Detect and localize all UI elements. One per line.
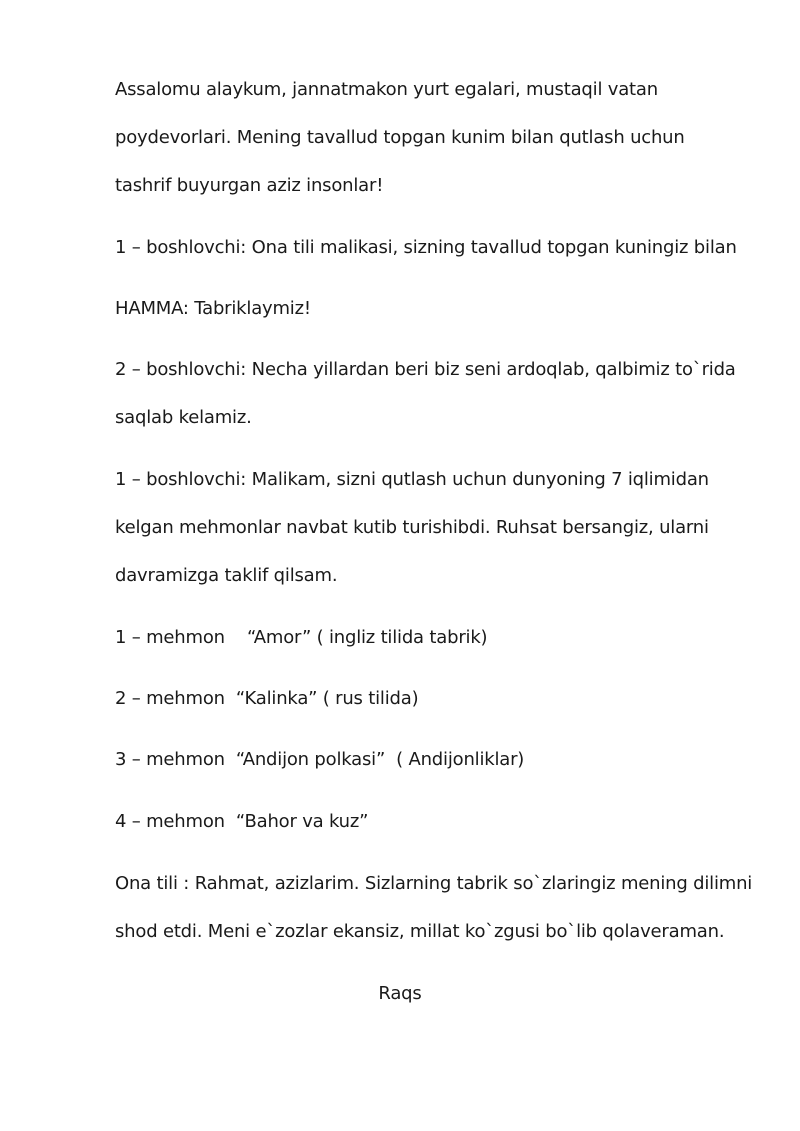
- text-line: Ona tili : Rahmat, azizlarim. Sizlarning tabrik so`zlaringiz mening dilimni: [115, 873, 753, 894]
- closing-line: Raqs: [378, 983, 422, 1004]
- text-line: 1 – mehmon “Amor” ( ingliz tilida tabrik): [115, 627, 488, 648]
- text-line: saqlab kelamiz.: [115, 407, 252, 428]
- text-line: shod etdi. Meni e`zozlar ekansiz, millat ko`zgusi bo`lib qolaveraman.: [115, 921, 725, 942]
- text-line: 1 – boshlovchi: Ona tili malikasi, sizning tavallud topgan kuningiz bilan: [115, 237, 737, 258]
- text-line: 2 – mehmon “Kalinka” ( rus tilida): [115, 688, 419, 709]
- text-line: 3 – mehmon “Andijon polkasi” ( Andijonliklar): [115, 749, 525, 770]
- text-line: kelgan mehmonlar navbat kutib turishibdi. Ruhsat bersangiz, ularni: [115, 517, 709, 538]
- text-line: tashrif buyurgan aziz insonlar!: [115, 175, 384, 196]
- text-line: 2 – boshlovchi: Necha yillardan beri biz seni ardoqlab, qalbimiz to`rida: [115, 359, 736, 380]
- text-line: poydevorlari. Mening tavallud topgan kunim bilan qutlash uchun: [115, 127, 685, 148]
- text-line: HAMMA: Tabriklaymiz!: [115, 298, 311, 319]
- text-line: 1 – boshlovchi: Malikam, sizni qutlash uchun dunyoning 7 iqlimidan: [115, 469, 709, 490]
- text-line: 4 – mehmon “Bahor va kuz”: [115, 811, 369, 832]
- text-line: Assalomu alaykum, jannatmakon yurt egalari, mustaqil vatan: [115, 79, 658, 100]
- text-line: davramizga taklif qilsam.: [115, 565, 338, 586]
